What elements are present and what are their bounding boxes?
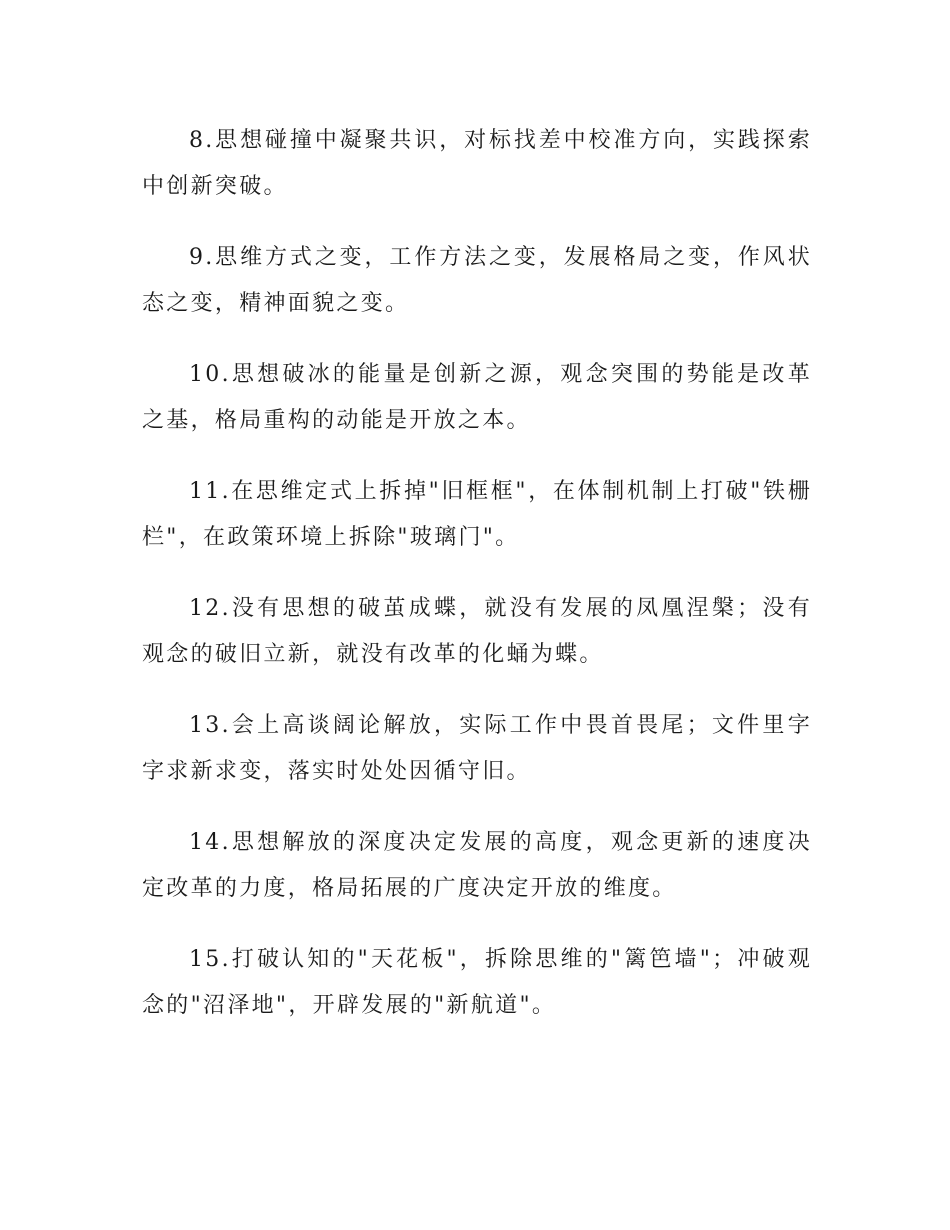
paragraph-14: 14.思想解放的深度决定发展的高度，观念更新的速度决定改革的力度，格局拓展的广度决定开放的维度。 [142, 830, 812, 901]
paragraph-9: 9.思维方式之变，工作方法之变，发展格局之变，作风状态之变，精神面貌之变。 [142, 245, 812, 316]
document-body [142, 118, 812, 1054]
paragraph-15: 15.打破认知的"天花板"，拆除思维的"篱笆墙"；冲破观念的"沼泽地"，开辟发展的"新航道"。 [142, 947, 812, 1018]
paragraph-11: 11.在思维定式上拆掉"旧框框"，在体制机制上打破"铁栅栏"，在政策环境上拆除"玻璃门"。 [142, 479, 812, 550]
paragraph-10: 10.思想破冰的能量是创新之源，观念突围的势能是改革之基，格局重构的动能是开放之本。 [142, 362, 812, 433]
paragraph-12: 12.没有思想的破茧成蝶，就没有发展的凤凰涅槃；没有观念的破旧立新，就没有改革的化蛹为蝶。 [142, 596, 812, 667]
paragraph-13: 13.会上高谈阔论解放，实际工作中畏首畏尾；文件里字字求新求变，落实时处处因循守旧。 [142, 713, 812, 784]
paragraph-8: 8.思想碰撞中凝聚共识，对标找差中校准方向，实践探索中创新突破。 [142, 128, 812, 199]
